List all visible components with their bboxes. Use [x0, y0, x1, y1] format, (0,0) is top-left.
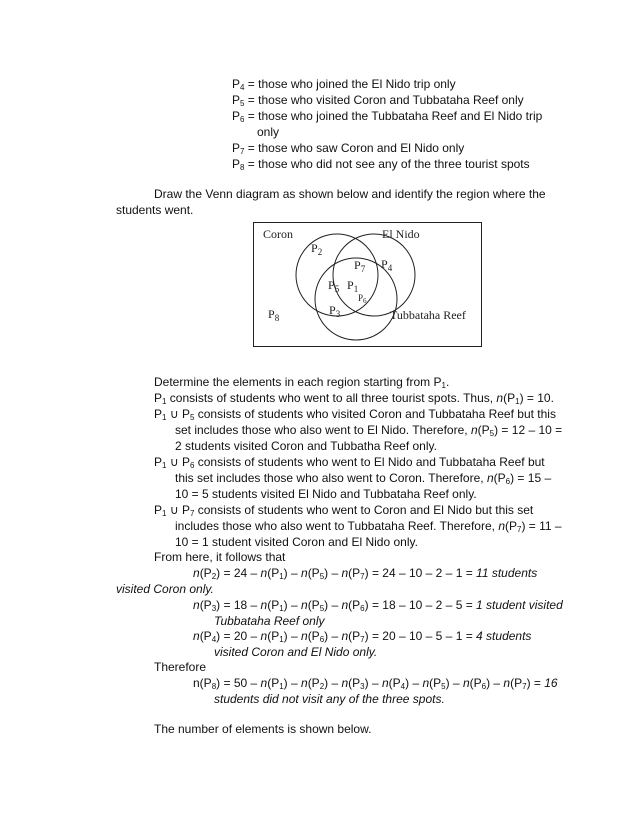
definition-p8: $P_8$ = those who did not see any of the three tourist spots: [232, 157, 530, 172]
p6-line-2: this set includes those who also went to Coron. Therefore, $n(P_6) = 15$ –: [175, 471, 552, 486]
region-p2: $P_2$: [311, 241, 323, 257]
p7-line-3: 10 = 1 student visited Coron and El Nido only.: [175, 535, 418, 549]
p1-line: $P_1$ consists of students who went to all three tourist spots. Thus, $n(P_1) = 10$.: [154, 391, 554, 406]
region-p1: $P_1$: [347, 278, 359, 294]
set-label-el-nido: El Nido: [382, 227, 420, 241]
set-label-tubbataha: Tubbataha Reef: [390, 308, 466, 322]
definition-p5: $P_5$ = those who visited Coron and Tubbataha Reef only: [232, 93, 524, 108]
set-label-coron: Coron: [263, 227, 293, 241]
therefore-line: Therefore: [154, 660, 207, 674]
p6-line-3: 10 = 5 students visited El Nido and Tubbataha Reef only.: [175, 487, 477, 501]
definition-p7: $P_7$ = those who saw Coron and El Nido only: [232, 141, 465, 156]
definition-p6-cont: only: [257, 125, 280, 139]
region-p6: $P_6$: [358, 293, 367, 305]
equation-p8: $n(P_8) = 50 - n(P_1) - n(P_2) - n(P_3) - n(P_4) - n(P_5) - n(P_6) - n(P_7) = 16$: [193, 676, 558, 691]
venn-diagram: [253, 222, 482, 347]
p7-line-1: $P_1$ ∪ $P_7$ consists of students who went to Coron and El Nido but this set: [154, 503, 534, 518]
region-p5: $P_5$: [328, 278, 340, 294]
p5-line-2: set includes those who also went to El Nido. Therefore, $n(P_5) = 12 - 10$ =: [175, 423, 563, 438]
equation-p4: $n(P_4) = 20 - n(P_1) - n(P_6) - n(P_7) = 20 - 10 - 5 - 1 = 4$ students: [193, 629, 532, 644]
equation-p4-cont: visited Coron and El Nido only.: [214, 645, 378, 659]
definition-p6: $P_6$ = those who joined the Tubbataha Reef and El Nido trip: [232, 109, 543, 124]
closing-line: The number of elements is shown below.: [154, 722, 372, 736]
equation-p3-cont: Tubbataha Reef only: [214, 614, 325, 628]
equation-p2-cont: visited Coron only.: [116, 582, 214, 596]
equation-p2: $n(P_2) = 24 - n(P_1) - n(P_5) - n(P_7) = 24 - 10 - 2 - 1 = 11$ students: [193, 566, 538, 581]
intro-line-1: Draw the Venn diagram as shown below and identify the region where the: [154, 187, 546, 201]
region-p4: $P_4$: [381, 257, 393, 273]
p6-line-1: $P_1$ ∪ $P_6$ consists of students who went to El Nido and Tubbataha Reef but: [154, 455, 545, 470]
region-p3: $P_3$: [329, 303, 341, 319]
equation-p3: $n(P_3) = 18 - n(P_1) - n(P_5) - n(P_6) = 18 - 10 - 2 - 5 = 1$ student visited: [193, 598, 563, 613]
region-p8: $P_8$: [268, 307, 280, 323]
intro-line-2: students went.: [116, 203, 194, 217]
determine-line: Determine the elements in each region starting from $P_1$.: [154, 375, 450, 390]
p5-line-3: 2 students visited Coron and Tubbatha Reef only.: [175, 439, 437, 453]
equation-p8-cont: students did not visit any of the three spots.: [214, 692, 445, 706]
definition-p4: $P_4$ = those who joined the El Nido trip only: [232, 77, 456, 92]
p7-line-2: includes those who also went to Tubbataha Reef. Therefore, $n(P_7) = 11$ –: [175, 519, 562, 534]
follows-line: From here, it follows that: [154, 550, 286, 564]
el-nido-circle: [333, 234, 415, 316]
venn-svg: [254, 223, 483, 348]
p5-line-1: $P_1$ ∪ $P_5$ consists of students who visited Coron and Tubbataha Reef but this: [154, 407, 556, 422]
region-p7: $P_7$: [354, 258, 366, 274]
